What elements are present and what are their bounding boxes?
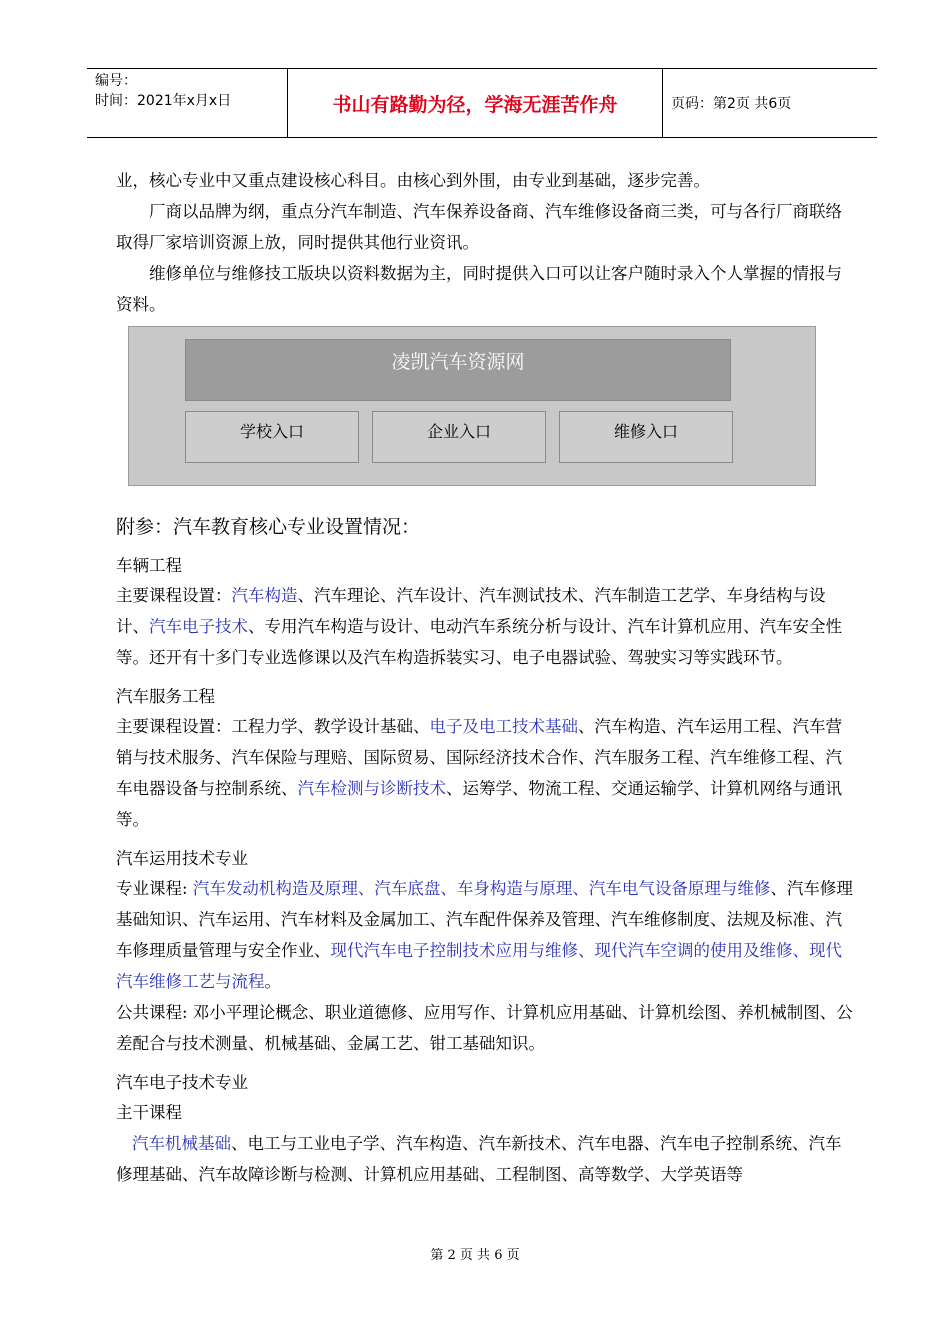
section-title-vehicle-engineering: 车辆工程 bbox=[116, 556, 182, 575]
course-link[interactable]: 电子及电工技术基础 bbox=[429, 717, 578, 736]
header-motto: 书山有路勤为径，学海无涯苦作舟 bbox=[287, 69, 663, 137]
section-body-auto-electronics: 汽车机械基础、电工与工业电子学、汽车构造、汽车新技术、汽车电器、汽车电子控制系统、汽车修理基础、汽车故障诊断与检测、计算机应用基础、工程制图、高等数学、大学英语等 bbox=[116, 1134, 842, 1184]
section-subtitle-core-courses: 主干课程 bbox=[116, 1103, 182, 1122]
intro-paragraph-1: 业，核心专业中又重点建设核心科目。由核心到外围，由专业到基础，逐步完善。 bbox=[116, 171, 710, 190]
page-header bbox=[87, 68, 877, 138]
header-page-label: 页码：第2页 共6页 bbox=[671, 96, 792, 112]
section-body-auto-application: 专业课程: 汽车发动机构造及原理、汽车底盘、车身构造与原理、汽车电气设备原理与维修、汽车修理基础知识、汽车运用、汽车材料及金属加工、汽车配件保养及管理、汽车维修制度、法规及标准、汽车修理质量管理与安全作业、现代汽车电子控制技术应用与维修、现代汽车空调的使用及维修、现代汽车维修工艺与流程。 bbox=[116, 879, 853, 991]
appendix-title: 附参：汽车教育核心专业设置情况： bbox=[116, 516, 421, 538]
public-courses: 公共课程: 邓小平理论概念、职业道德修、应用写作、计算机应用基础、计算机绘图、养机械制图、公差配合与技术测量、机械基础、金属工艺、钳工基础知识。 bbox=[116, 1003, 853, 1053]
time-label: 时间：2021年x月x日 bbox=[95, 93, 232, 109]
course-link[interactable]: 汽车电子技术 bbox=[149, 617, 248, 636]
site-structure-diagram bbox=[128, 326, 816, 486]
document-body bbox=[116, 165, 856, 1190]
course-link[interactable]: 汽车检测与诊断技术 bbox=[297, 779, 446, 798]
school-entry-box: 学校入口 bbox=[185, 411, 359, 463]
section-body-auto-service: 主要课程设置：工程力学、教学设计基础、电子及电工技术基础、汽车构造、汽车运用工程、汽车营销与技术服务、汽车保险与理赔、国际贸易、国际经济技术合作、汽车服务工程、汽车维修工程、汽车电器设备与控制系统、汽车检测与诊断技术、运筹学、物流工程、交通运输学、计算机网络与通讯等。 bbox=[116, 717, 842, 829]
course-link[interactable]: 汽车机械基础 bbox=[132, 1134, 231, 1153]
course-link[interactable]: 汽车构造 bbox=[231, 586, 298, 605]
course-link[interactable]: 现代汽车电子控制技术应用与维修、现代汽车空调的使用及维修、现代汽车维修工艺与流程 bbox=[116, 941, 842, 991]
section-title-auto-electronics: 汽车电子技术专业 bbox=[116, 1073, 248, 1092]
section-title-auto-application: 汽车运用技术专业 bbox=[116, 849, 248, 868]
repair-entry-box: 维修入口 bbox=[559, 411, 733, 463]
section-body-vehicle-engineering: 主要课程设置：汽车构造、汽车理论、汽车设计、汽车测试技术、汽车制造工艺学、车身结构与设计、汽车电子技术、专用汽车构造与设计、电动汽车系统分析与设计、汽车计算机应用、汽车安全性等。还开有十多门专业选修课以及汽车构造拆装实习、电子电器试验、驾驶实习等实践环节。 bbox=[116, 586, 842, 667]
section-title-auto-service: 汽车服务工程 bbox=[116, 687, 215, 706]
number-label: 编号： bbox=[95, 73, 137, 89]
enterprise-entry-box: 企业入口 bbox=[372, 411, 546, 463]
intro-paragraph-3: 维修单位与维修技工版块以资料数据为主，同时提供入口可以让客户随时录入个人掌握的情报与资料。 bbox=[116, 264, 842, 314]
page-footer: 第 2 页 共 6 页 bbox=[430, 1248, 520, 1263]
intro-paragraph-2: 厂商以品牌为纲，重点分汽车制造、汽车保养设备商、汽车维修设备商三类，可与各行厂商联络取得厂家培训资源上放，同时提供其他行业资讯。 bbox=[116, 202, 842, 252]
header-meta bbox=[87, 69, 287, 137]
diagram-title: 凌凯汽车资源网 bbox=[185, 339, 731, 401]
course-link[interactable]: 汽车发动机构造及原理、汽车底盘、车身构造与原理、汽车电气设备原理与维修 bbox=[192, 879, 771, 898]
